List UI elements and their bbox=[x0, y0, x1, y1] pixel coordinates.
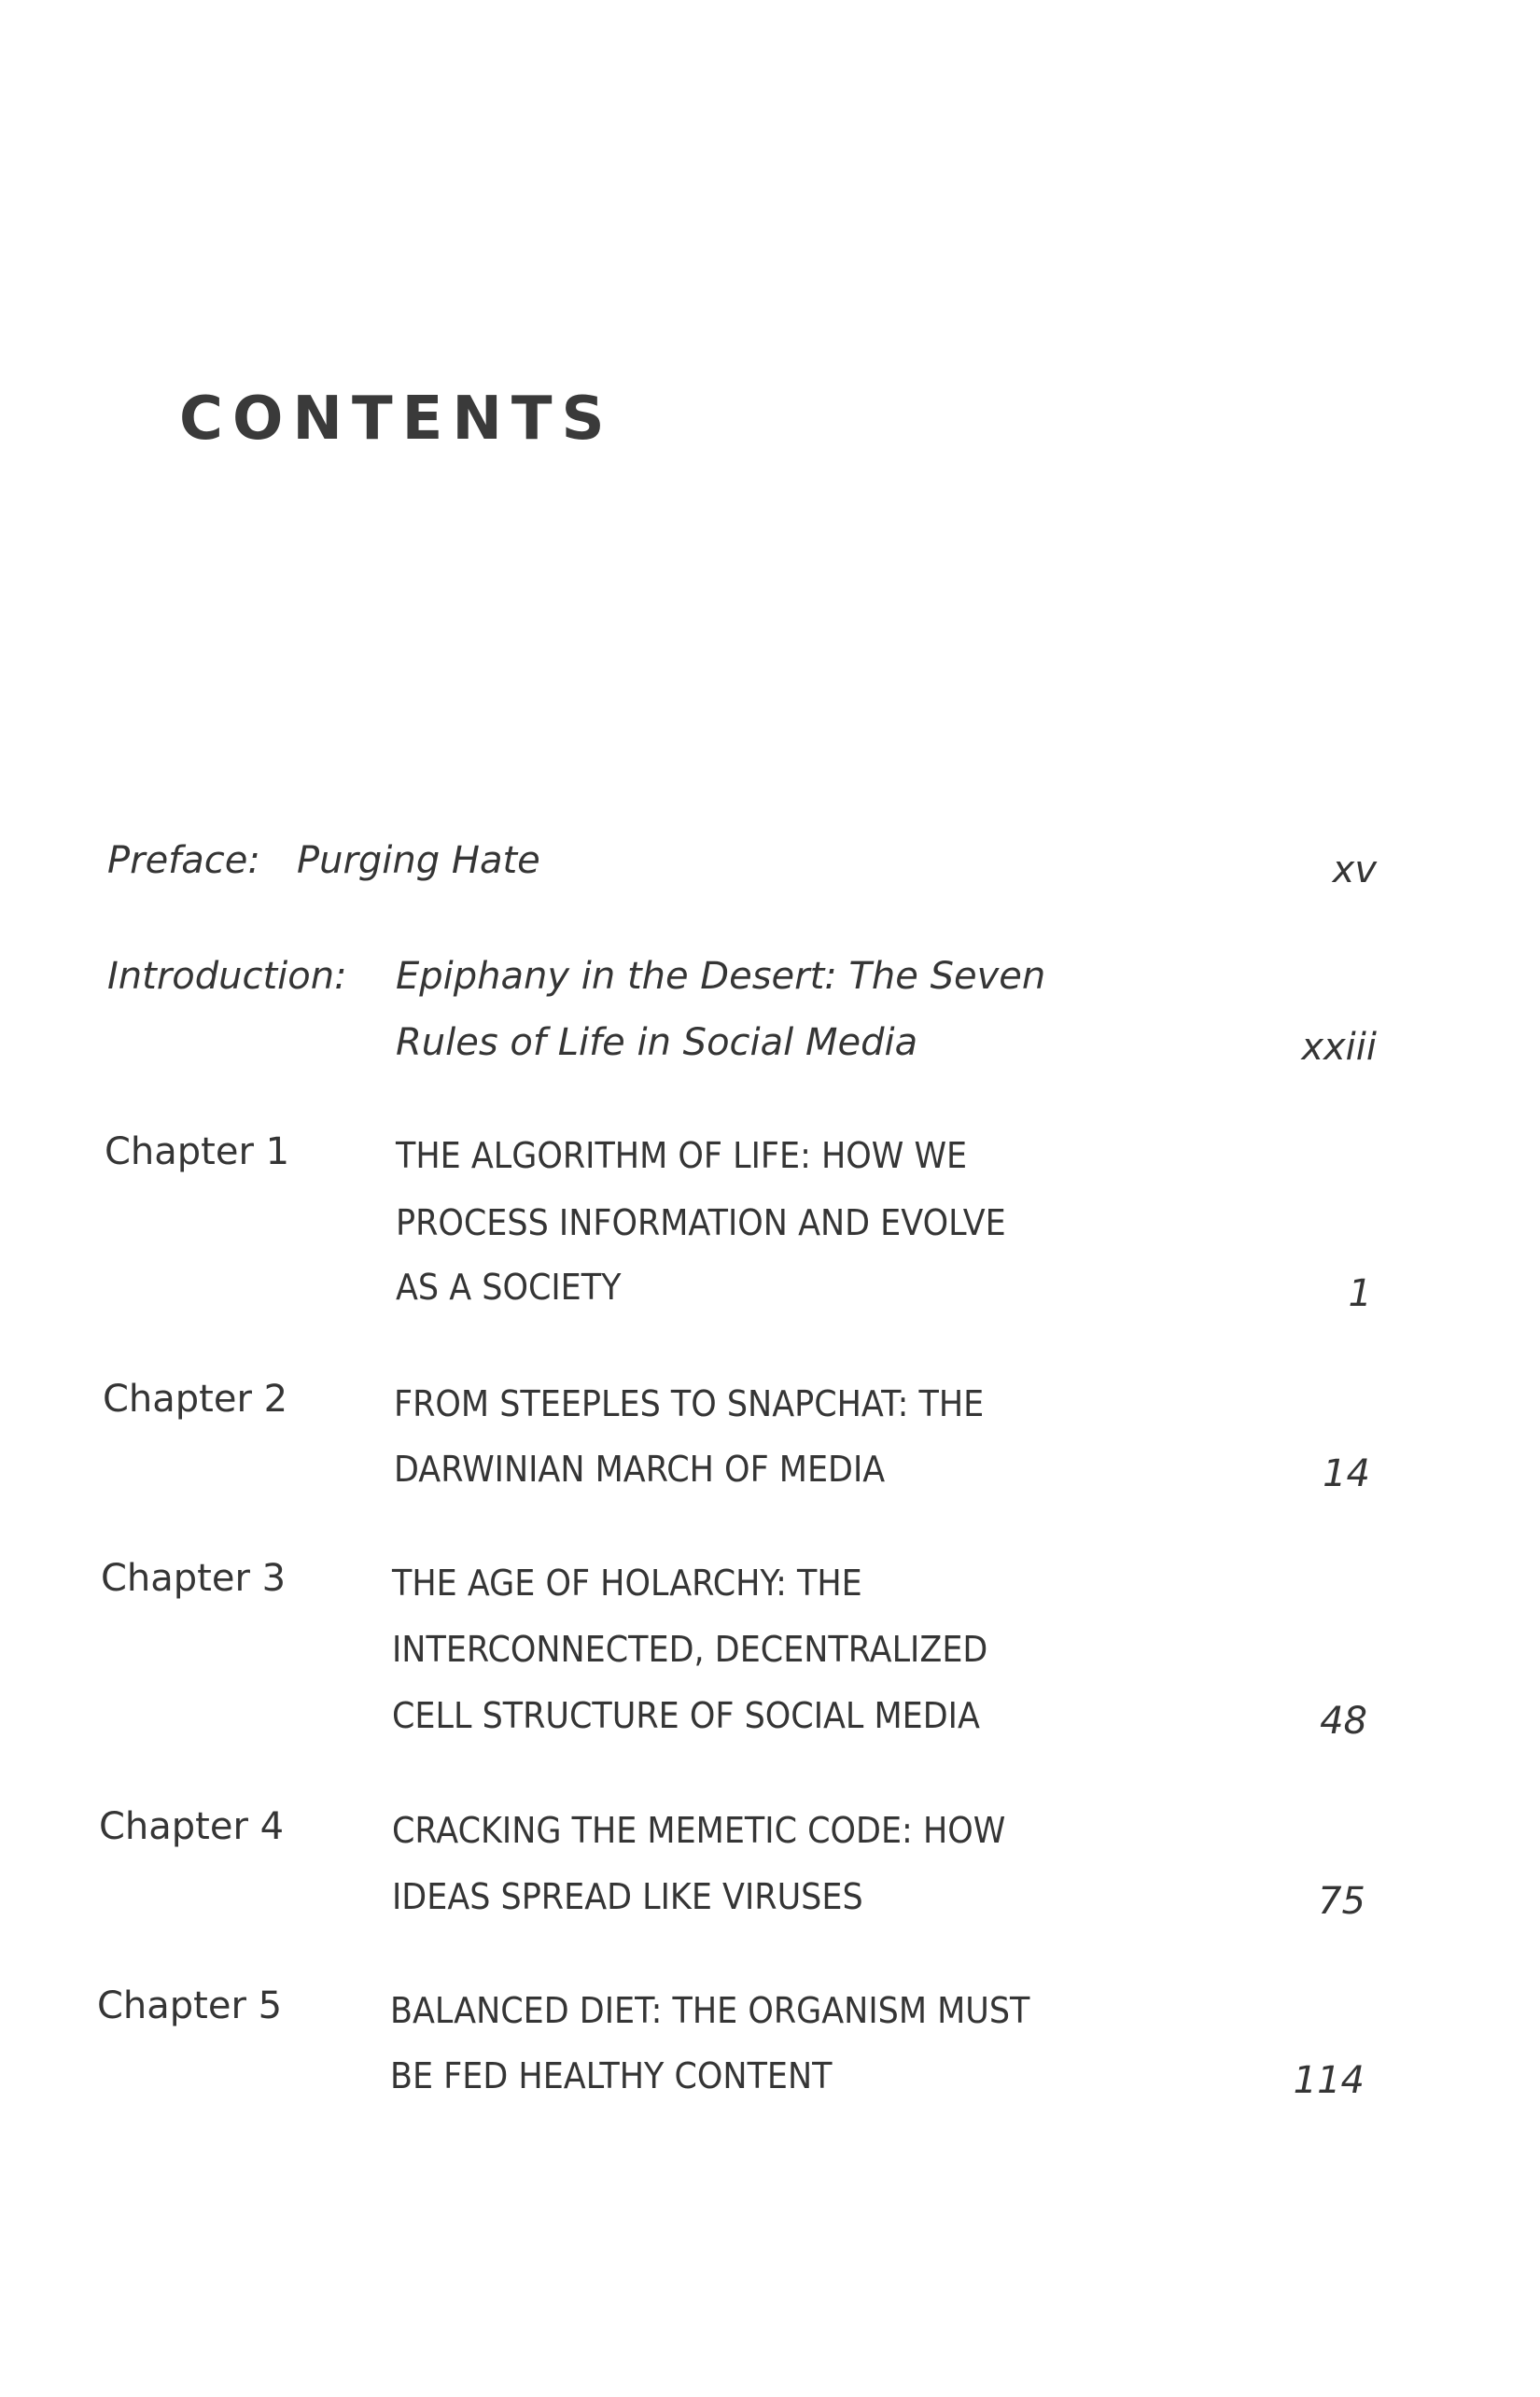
toc-page-number: 14 bbox=[1323, 1452, 1370, 1495]
toc-entry-label: Chapter 4 bbox=[99, 1805, 285, 1848]
toc-entry-title-line: Purging Hate bbox=[297, 839, 540, 882]
toc-entry-title-line: DARWINIAN MARCH OF MEDIA bbox=[394, 1449, 886, 1490]
toc-entry-label: Chapter 3 bbox=[101, 1557, 287, 1600]
toc-page-number: 114 bbox=[1293, 2059, 1365, 2102]
toc-entry-title-line: THE ALGORITHM OF LIFE: HOW WE bbox=[396, 1135, 968, 1176]
toc-page-number: 1 bbox=[1348, 1272, 1372, 1315]
page-title: CONTENTS bbox=[179, 385, 614, 454]
toc-page-number: xxiii bbox=[1301, 1026, 1377, 1069]
toc-entry-title-line: CRACKING THE MEMETIC CODE: HOW bbox=[392, 1810, 1006, 1851]
toc-entry-title-line: BE FED HEALTHY CONTENT bbox=[390, 2055, 833, 2096]
toc-entry-label: Chapter 5 bbox=[97, 1984, 283, 2027]
toc-entry-title-line: AS A SOCIETY bbox=[396, 1267, 622, 1308]
toc-page-number: 75 bbox=[1318, 1880, 1365, 1923]
toc-entry-label: Preface: bbox=[107, 839, 260, 882]
toc-entry-title-line: Rules of Life in Social Media bbox=[396, 1021, 918, 1064]
toc-entry-title-line: PROCESS INFORMATION AND EVOLVE bbox=[396, 1202, 1006, 1243]
toc-page-number: xv bbox=[1332, 848, 1377, 891]
toc-entry-title-line: Epiphany in the Desert: The Seven bbox=[396, 955, 1046, 998]
toc-entry-title-line: CELL STRUCTURE OF SOCIAL MEDIA bbox=[392, 1695, 980, 1736]
toc-page-number: 48 bbox=[1320, 1700, 1367, 1743]
toc-entry-label: Chapter 1 bbox=[105, 1130, 290, 1173]
toc-entry-label: Introduction: bbox=[107, 955, 347, 998]
toc-entry-title-line: IDEAS SPREAD LIKE VIRUSES bbox=[392, 1876, 863, 1917]
toc-entry-title-line: INTERCONNECTED, DECENTRALIZED bbox=[392, 1629, 988, 1670]
toc-entry-label: Chapter 2 bbox=[103, 1378, 288, 1421]
toc-entry-title-line: BALANCED DIET: THE ORGANISM MUST bbox=[390, 1990, 1030, 2031]
toc-entry-title-line: THE AGE OF HOLARCHY: THE bbox=[392, 1563, 862, 1604]
toc-entry-title-line: FROM STEEPLES TO SNAPCHAT: THE bbox=[394, 1383, 985, 1424]
